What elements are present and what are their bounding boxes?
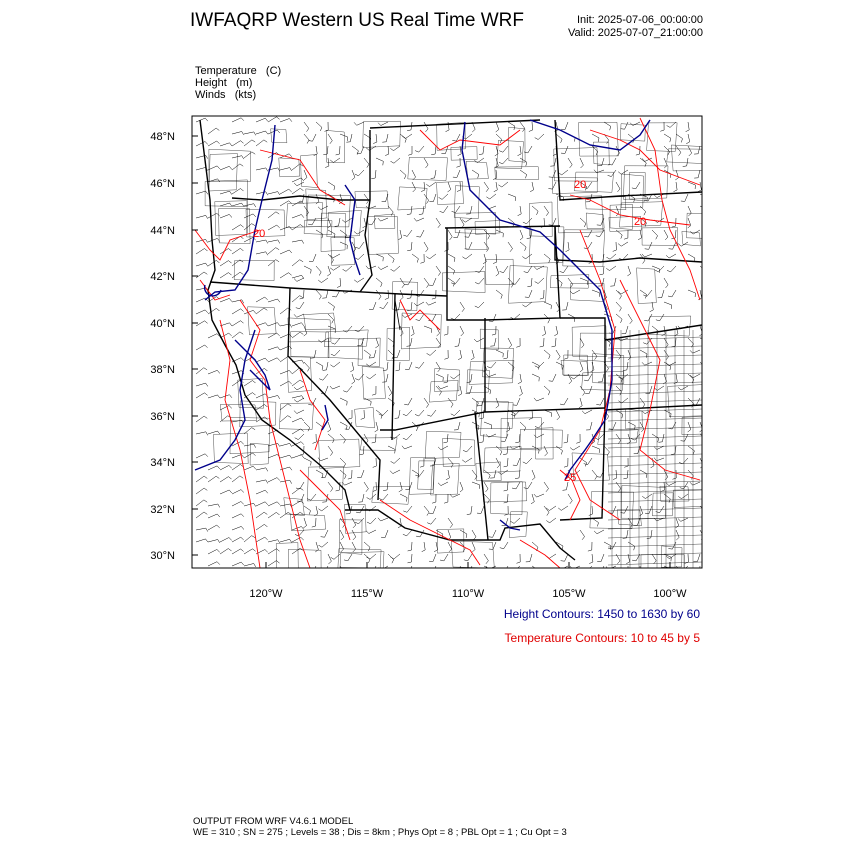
lon-label: 105°W [552,588,586,600]
contour-label: 20 [574,179,587,191]
wind-barb-flag [428,572,432,573]
lat-label: 48°N [150,131,175,143]
footer-model: OUTPUT FROM WRF V4.6.1 MODEL [193,816,354,827]
lat-label: 38°N [150,364,175,376]
temperature-contour-legend: Temperature Contours: 10 to 45 by 5 [504,631,700,645]
wind-barb-flag [342,573,344,576]
wind-barb-flag [680,572,682,576]
wind-barb-flag [596,572,600,573]
model-footer [193,816,567,838]
lat-labels [150,131,175,562]
wind-barb-flag [404,572,408,573]
lon-label: 120°W [249,588,283,600]
wind-barb-flag [671,569,672,573]
wind-barb-flag [511,569,515,571]
wind-barb-flag [679,569,683,571]
wind-barb-flag [704,367,706,371]
wind-barb-flag [706,210,707,214]
wind-barb-flag [320,572,324,573]
contour-label: 20 [634,216,647,228]
wind-barb-flag [490,570,491,574]
contour-label: 20 [253,228,266,240]
valid-time: Valid: 2025-07-07_21:00:00 [568,27,703,39]
wind-barb-flag [308,573,312,574]
lat-label: 44°N [150,225,175,237]
wind-barb-flag [624,574,628,575]
footer-config: WE = 310 ; SN = 275 ; Levels = 38 ; Dis = 8km ; Phys Opt = 8 ; PBL Opt = 1 ; Cu Opt = 3 [193,827,567,838]
wind-barb-flag [706,342,707,346]
wind-barb-flag [461,573,464,576]
field-height: Height (m) [195,77,253,89]
wind-barb-flag [583,570,587,572]
wind-barb-flag [704,271,706,275]
lat-label: 32°N [150,504,175,516]
contour-label: 25 [564,472,577,484]
wind-barb-flag [464,573,468,574]
lat-label: 42°N [150,271,175,283]
wind-barb-flag [705,439,706,443]
wind-barb-flag [500,572,504,573]
map-title: IWFAQRP Western US Real Time WRF [190,10,524,31]
height-contour-legend: Height Contours: 1450 to 1630 by 60 [503,607,700,621]
wind-barb-flag [696,574,700,575]
init-time: Init: 2025-07-06_00:00:00 [577,14,703,26]
field-winds: Winds (kts) [195,89,257,101]
lat-label: 46°N [150,178,175,190]
lat-label: 36°N [150,411,175,423]
lon-labels [249,588,687,600]
wind-barb-flag [636,574,640,575]
lat-label: 34°N [150,457,175,469]
lon-label: 115°W [350,588,384,600]
lon-label: 110°W [451,588,485,600]
wind-barb-flag [704,512,706,516]
lat-label: 40°N [150,318,175,330]
lon-label: 100°W [653,588,687,600]
field-temperature: Temperature (C) [195,65,282,77]
wind-barb-flag [538,570,539,574]
lat-label: 30°N [150,550,175,562]
